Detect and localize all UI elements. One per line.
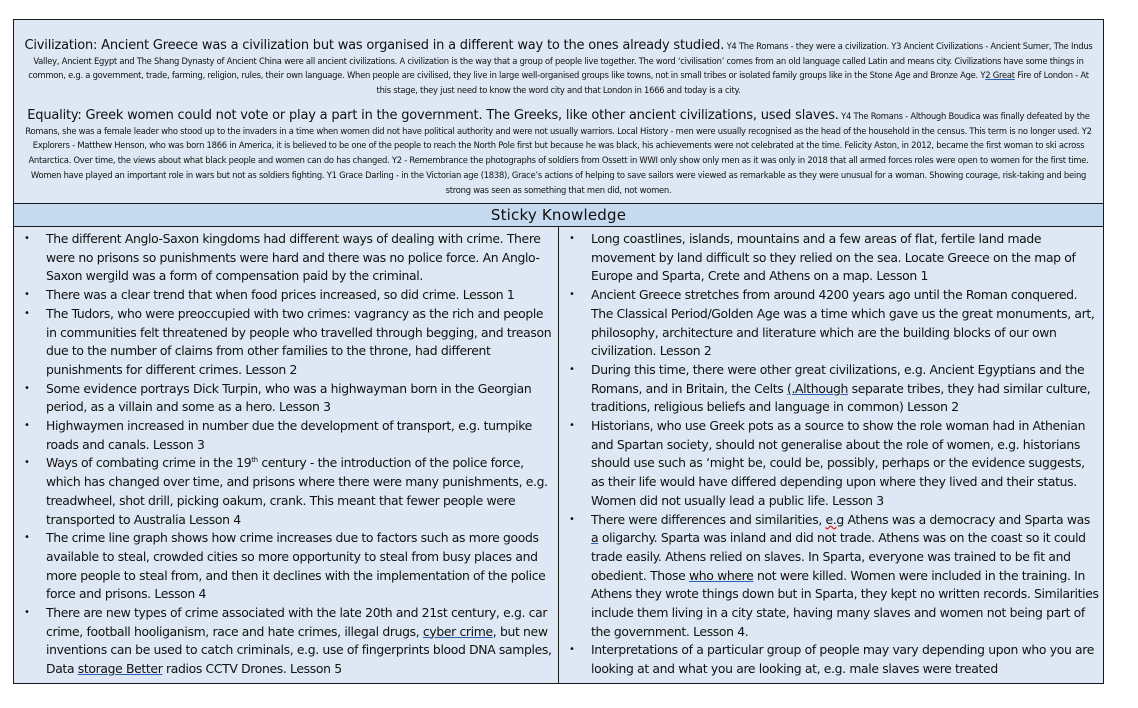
bullet-icon: •: [569, 420, 575, 432]
bullet-icon: •: [569, 233, 575, 244]
list-item: [559, 417, 1103, 511]
spelling-underline[interactable]: e.g: [825, 511, 844, 527]
civilization-lead: : Ancient Greece was a civilization but was organised in a different way to the ones already studied.: [93, 38, 725, 53]
bullet-icon: •: [569, 513, 575, 525]
list-item-text: oligarchy. Sparta was inland and did not trade. Athens was on the coast so it could trade easily. Athens relied on slaves. In Sparta, everyone was trained to be fit and obedient. Those: [591, 530, 1086, 583]
list-item-text: not were killed. Women were included in the training. In Athens they wrote things down but in Sparta, they kept no written records. Similarities include them living in a city state, having many slaves and women not being part of the government. Lesson 4.: [591, 567, 1099, 639]
list-item-text: There was a clear trend that when food prices increased, so did crime. Lesson 1: [46, 287, 515, 303]
list-item-text: century - the introduction of the police force, which has changed over time, and prisons where there were many punishments, e.g. treadwheel, shot drill, picking oakum, crank. This meant that fewer people were transported to Australia Lesson 4: [46, 455, 548, 527]
concepts-section: [14, 20, 1103, 204]
list-item-text: The crime line graph shows how crime increases due to factors such as more goods available to steal, crowded cities so more opportunity to steal from busy places and more people to steal from, and then it declines with the implementation of the police force and prisons. Lesson 4: [46, 530, 546, 602]
equality-lead: : Greek women could not vote or play a part in the government. The Greeks, like other ancient civilizations, used slaves.: [77, 108, 839, 123]
list-item-text: There are new types of crime associated with the late 20th and 21st century, e.g. car crime, football hooliganism, race and hate crimes, illegal drugs,: [46, 605, 548, 639]
list-item: [14, 380, 558, 417]
bullet-icon: •: [24, 307, 30, 319]
greece-column: [559, 227, 1103, 684]
crime-list: [14, 227, 558, 679]
bullet-icon: •: [24, 457, 30, 469]
equality-paragraph: [20, 104, 1097, 203]
ordinal-superscript: th: [251, 456, 258, 465]
bullet-icon: •: [569, 363, 575, 375]
bullet-icon: •: [24, 607, 30, 619]
list-item-text: Athens was a democracy and Sparta was: [843, 511, 1090, 527]
civilization-term: Civilization: [24, 38, 94, 53]
bullet-icon: •: [24, 289, 30, 301]
list-item-text: Ways of combating crime in the 19: [46, 455, 252, 471]
grammar-underline[interactable]: a: [591, 530, 599, 546]
grammar-underline[interactable]: cyber crime: [422, 623, 493, 639]
greece-list: [559, 227, 1103, 679]
list-item: [14, 417, 558, 454]
bullet-icon: •: [569, 644, 575, 656]
civilization-paragraph: [20, 20, 1097, 104]
list-item: [14, 230, 558, 286]
list-item-text: radios CCTV Drones. Lesson 5: [162, 661, 342, 677]
list-item-text: Historians, who use Greek pots as a source to show the role woman had in Athenian and Spartan society, should not generalise about the role of women, e.g. historians should use such as ‘might be, could be, possibly, perhaps or the evidence suggests, as their life would have differed depending upon where they lived and their status. Women did not usually lead a public life. Lesson 3: [591, 418, 1086, 508]
bullet-icon: •: [24, 233, 30, 244]
list-item: [559, 230, 1103, 286]
list-item-text: Some evidence portrays Dick Turpin, who was a highwayman born in the Georgian period, as a villain and some as a hero. Lesson 3: [46, 380, 532, 415]
grammar-underline[interactable]: (.Although: [786, 380, 849, 396]
list-item: [14, 529, 558, 604]
list-item: [14, 454, 558, 529]
civilization-detail-end: Fire of London - At this stage, they just need to know the word city and that London in 1666 and today is a city.: [376, 70, 1089, 96]
bullet-icon: •: [24, 382, 30, 394]
list-item-text: Long coastlines, islands, mountains and a few areas of flat, fertile land made movement by land difficult so they relied on the sea. Locate Greece on the map of Europe and Sparta, Crete and Athens on a map. Lesson 1: [591, 231, 1076, 284]
list-item-text: The different Anglo-Saxon kingdoms had different ways of dealing with crime. There were no prisons so punishments were hard and there was no police force. An Anglo-Saxon wergild was a form of compensation paid by the criminal.: [46, 231, 541, 284]
list-item-text: , but new inventions can be used to catch criminals, e.g. use of fingerprints blood DNA samples, Data: [46, 623, 552, 677]
list-item-text: Ancient Greece stretches from around 4200 years ago until the Roman conquered. The Classical Period/Golden Age was a time which gave us the great monuments, art, philosophy, architecture and literature which are the building blocks of our own civilization. Lesson 2: [591, 287, 1095, 359]
list-item-text: There were differences and similarities,: [591, 511, 826, 527]
list-item: [559, 286, 1103, 361]
list-item: [14, 305, 558, 380]
list-item: [559, 641, 1103, 678]
spellcheck-underline[interactable]: 2 Great: [985, 70, 1015, 81]
crime-column: [14, 227, 559, 684]
sticky-knowledge-table: [14, 227, 1103, 684]
list-item-text: During this time, there were other great civilizations, e.g. Ancient Egyptians and the Romans, and in Britain, the Celts: [591, 361, 1085, 396]
equality-term: Equality: [27, 108, 78, 123]
list-item-text: Interpretations of a particular group of people may vary depending upon who you are looking at and what you are looking at, e.g. male slaves were treated: [591, 642, 1095, 677]
list-item: [559, 361, 1103, 417]
list-item-text: Highwaymen increased in number due the development of transport, e.g. turnpike roads and canals. Lesson 3: [46, 418, 532, 452]
list-item: [14, 286, 558, 305]
equality-detail: Y4 The Romans - Although Boudica was finally defeated by the Romans, she was a female leader who stood up to the invaders in a time when women did not have political authority and were not usually warriors. Local History - men were usually recognised as the head of the household in the census. This term is no longer used. Y2 Explorers - Matthew Henson, who was born 1866 in America, it is believed to be one of the people to reach the North Pole first but because he was black, his achievements were not celebrated at the time. Felicity Aston, in 2012, became the first woman to ski across Antarctica. Over time, the views about what black people and women can do has changed. Y2 - Remembrance the photographs of soldiers from Ossett in WWI only show only men as it was only in 2018 that all armed forces roles were open to women for the first time. Women have played an important role in wars but not as soldiers fighting. Y1 Grace Darling - in the Victorian age (1838), Grace’s actions of helping to save sailors were viewed as remarkable as they were unusual for a woman. Showing courage, risk-taking and being strong was seen as something that men did, not women.: [25, 111, 1092, 195]
list-item-text: separate tribes, they had similar culture, traditions, religious beliefs and language in common) Lesson 2: [591, 380, 1091, 415]
bullet-icon: •: [24, 532, 30, 544]
knowledge-organiser-document: [13, 19, 1104, 684]
sticky-knowledge-heading: Sticky Knowledge: [14, 204, 1103, 227]
bullet-icon: •: [24, 420, 30, 432]
grammar-underline[interactable]: storage Better: [77, 661, 163, 677]
list-item-text: The Tudors, who were preoccupied with two crimes: vagrancy as the rich and people in communities felt threatened by people who travelled through begging, and treason due to the number of claims from other families to the throne, had different punishments for different crimes. Lesson 2: [46, 305, 552, 377]
grammar-underline[interactable]: who where: [689, 567, 754, 583]
civilization-detail: Y4 The Romans - they were a civilization. Y3 Ancient Civilizations - Ancient Sumer, The Indus Valley, Ancient Egypt and The Shang Dynasty of Ancient China were all ancient civilizations. A civilization is the way that a group of people live together. The word ‘civilisation’ comes from an old language called Latin and means city. Civilizations have some things in common, e.g. a government, trade, farming, religion, rules, their own language. When people are civilised, they live in large well-organised groups like towns, not in small tribes or isolated family groups like in the Stone Age and Bronze Age. Y: [28, 41, 1093, 81]
bullet-icon: •: [569, 289, 575, 301]
list-item: [559, 511, 1103, 642]
list-item: [14, 604, 558, 679]
